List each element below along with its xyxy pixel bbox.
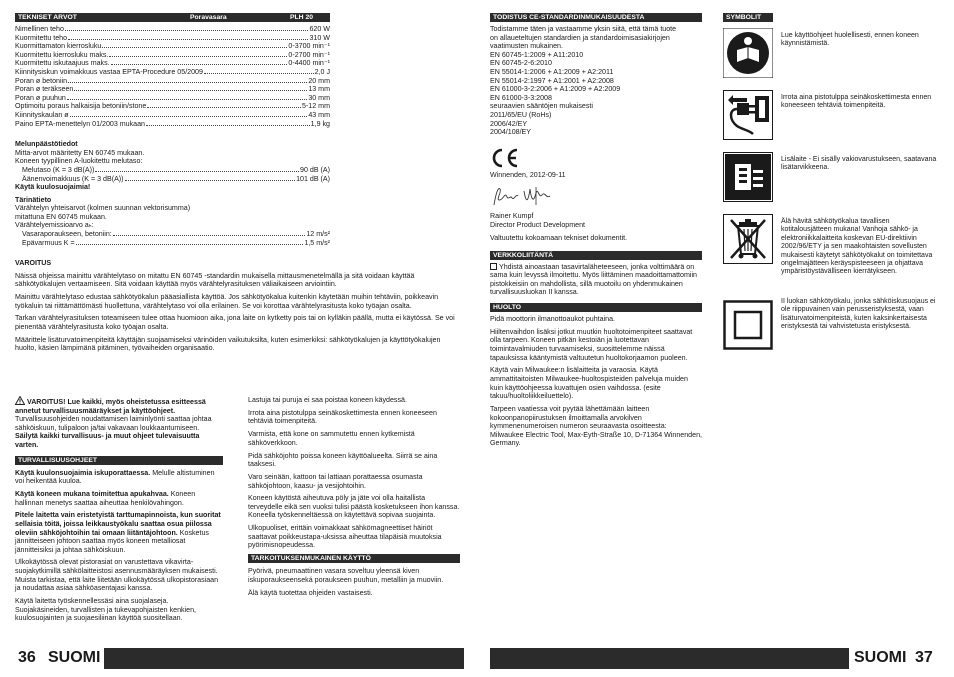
safety-intro xyxy=(15,396,223,450)
verkko-paragraph xyxy=(490,263,702,297)
tech-spec-row xyxy=(15,102,330,111)
turva-header: TURVALLISUUSOHJEET xyxy=(15,456,223,465)
noise-spec-label: Äänenvoimakkuus (K = 3 dB(A)) xyxy=(22,174,124,183)
right-footer-bar xyxy=(490,648,849,669)
tech-spec-row xyxy=(15,94,330,103)
tech-header-product: Poravasara xyxy=(190,14,227,21)
symbol-row-unplug xyxy=(723,88,938,150)
huolto-paragraphs xyxy=(490,315,702,448)
unplug-icon xyxy=(723,90,773,140)
maintenance-paragraph: Tarpeen vaatiessa voit pyytää lähettämään laitteen kokoonpanopiirustuksen ilmoittamalla arvokilven kymmenenumeroisen numeron seuraavasta osoitteesta: Milwaukee Electric Tool, Max-Eyth-Straße 10, D-71364 Winnenden, Germany. xyxy=(490,404,702,448)
tech-spec-value: 620 W xyxy=(309,25,330,33)
noise-spec-label: Melutaso (K = 3 dB(A)) xyxy=(22,165,95,174)
tech-column xyxy=(15,13,330,247)
tech-spec-leader xyxy=(102,47,287,48)
safety-column xyxy=(15,396,223,627)
turva-paragraph-bold: Pitele laitetta vain eristetyistä tarttumapinnoista, kun suoritat sellaisia töitä, joissa leikkaustyökalu saattaa osua piilossa oleviin sähköjohtoihin tai omaan liitäntäjohtoon. xyxy=(15,511,221,537)
tech-spec-value: 310 W xyxy=(309,33,330,42)
tech-spec-row xyxy=(15,34,330,43)
left-page-language: SUOMI xyxy=(48,649,101,666)
read-manual-icon xyxy=(723,28,773,78)
tech-spec-label: Optimoitu poraus halkaisija betoniin/stone xyxy=(15,102,147,111)
safety-paragraph: Ulkopuoliset, erittäin voimakkaat sähkömagneettiset häiriöt saattavat poikkeustapa-uksissa aiheuttaa tilapäisiä muutoksia pyörimisnopeudessa. xyxy=(248,524,442,550)
tark-paragraphs xyxy=(248,567,460,597)
ce-line: seuraavien sääntöjen mukaisesti xyxy=(490,102,593,111)
turva-paragraph-bold: Käytä koneen mukana toimitettua apukahvaa. xyxy=(15,489,169,498)
safety-paragraph: Varo seinään, kattoon tai lattiaan porattaessa osumasta sähköjohtoon, kaasu- ja vesijohtoihin. xyxy=(248,472,423,490)
safety-paragraph: Lastuja tai puruja ei saa poistaa koneen käydessä. xyxy=(248,396,407,404)
col2-column xyxy=(248,396,460,601)
ce-line: EN 60745-1:2009 + A11:2010 xyxy=(490,50,584,59)
tech-spec-label: Paino EPTA-menettelyn 01/2003 mukaan xyxy=(15,119,145,128)
tech-spec-value: 0-2700 min⁻¹ xyxy=(288,50,330,59)
turva-paragraph-text: Ulkokäytössä olevat pistorasiat on varustettava vikavirta-suojakytkimillä sähkölaitteistosi asennusmääräyksen mukaisesti. Muista tarkistaa, että laite liitetään ulkokäytössä ulkopistorasiaan ja noudattaa asiaa sähköasentajasi kanssa. xyxy=(15,558,219,593)
signer-title: Director Product Development xyxy=(490,220,586,229)
left-page-number: 36 xyxy=(18,649,36,666)
tech-spec-row xyxy=(15,111,330,120)
ce-line: on allaueteltujen standardien ja standardoimisasiakirjojen xyxy=(490,33,670,42)
symbol-text-read-manual: Lue käyttöohjeet huolellisesti, ennen koneen käynnistämistä. xyxy=(781,32,919,48)
noise-title: Melunpäästötiedot xyxy=(15,140,78,149)
vib-spec-value: 12 m/s² xyxy=(306,230,330,239)
col2-paragraphs xyxy=(248,396,460,550)
noise-spec-row xyxy=(22,175,330,184)
tech-rows xyxy=(15,25,330,128)
safety-intro-bold-end: Säilytä kaikki turvallisuus- ja muut ohjeet tulevaisuutta varten. xyxy=(15,432,200,449)
tech-spec-value: 30 mm xyxy=(308,93,330,102)
maintenance-paragraph: Pidä moottorin ilmanottoaukot puhtaina. xyxy=(490,315,616,324)
signature-icon xyxy=(490,183,560,209)
warning-title: VAROITUS xyxy=(15,259,52,267)
tech-spec-label: Poran ø puuhun xyxy=(15,93,66,102)
verkko-header: VERKKOLIITÄNTÄ xyxy=(490,251,702,260)
tech-spec-value: 2,0 J xyxy=(314,67,330,76)
tech-spec-row xyxy=(15,77,330,86)
noise-rows xyxy=(15,166,330,183)
tech-spec-leader xyxy=(109,56,287,57)
vib-line3: Värähtelyemissioarvo aₕ: xyxy=(15,221,94,230)
vib-spec-value: 1,5 m/s² xyxy=(304,238,330,247)
turva-paragraph xyxy=(15,490,223,507)
noise-spec-leader xyxy=(95,171,299,172)
warning-triangle-icon xyxy=(15,396,25,405)
noise-line2: Koneen tyypillinen A-luokitettu melutaso: xyxy=(15,157,143,166)
vib-section xyxy=(15,196,330,248)
tech-spec-leader xyxy=(146,125,310,126)
turva-paragraph xyxy=(15,469,223,486)
signer-name: Rainer Kumpf xyxy=(490,211,534,220)
tech-spec-value: 20 mm xyxy=(308,76,330,85)
ce-line: vaatimusten mukainen. xyxy=(490,42,563,51)
usage-paragraph: Älä käytä tuotettaa ohjeiden vastaisesti. xyxy=(248,588,373,597)
tech-spec-value: 43 mm xyxy=(308,110,330,119)
ce-line: 2006/42/EY xyxy=(490,119,528,128)
turva-paragraph-bold: Käytä kuulonsuojaimia iskuporattaessa. xyxy=(15,468,151,477)
symbol-row-weee xyxy=(723,212,938,298)
date-line: Winnenden, 2012-09-11 xyxy=(490,170,566,179)
warning-paragraph: Tarkan värähtelyrasituksen toteamiseen tulee ottaa huomioon aika, jona laite on kytketty pois tai on kylläkin päällä, mutta ei käytössä. Se voi pienentää värähtelyrasitusta koko työajan osalta. xyxy=(15,314,455,331)
warning-section xyxy=(15,259,460,357)
symbol-text-class-ii: II luokan sähkötyökalu, jonka sähköiskusuojaus ei ole riippuvainen vain perusseristyksestä, vaan lisäturvatoimenpiteistä, kuten kaksinkertaisesta eristyksestä tai vahvistetusta eristyksestä. xyxy=(781,298,936,331)
tech-spec-value: 5-12 mm xyxy=(302,102,330,111)
tech-spec-value: 13 mm xyxy=(308,85,330,94)
warning-paragraph: Määrittele lisäturvatoimenpiteitä käyttäjän suojaamiseksi värinöiden vaikutuksilta, kuten esimerkiksi: sähkötyökalujen ja käyttötyökalujen huolto, käsien lämpimänä pitäminen, työvaiheiden organisaatio. xyxy=(15,335,441,353)
tech-spec-value: 0-4400 min⁻¹ xyxy=(288,59,330,68)
safety-paragraph: Varmista, että kone on sammutettu ennen kytkemistä sähköverkkoon. xyxy=(248,430,415,447)
tech-spec-label: Kuormitettu kierrosluku maks. xyxy=(15,50,109,59)
usage-paragraph: Pyörivä, pneumaattinen vasara soveltuu yleensä kiven iskuporaukseenseká poraukseen puuhun, metalliin ja muoviin. xyxy=(248,567,444,584)
ce-header: TODISTUS CE-STANDARDINMUKAISUUDESTA xyxy=(490,13,702,22)
tech-spec-row xyxy=(15,25,330,34)
turva-paragraph-text: Melulle altistuminen voi heikentää kuuloa. xyxy=(15,468,215,486)
noise-spec-value: 90 dB (A) xyxy=(300,165,330,174)
tech-spec-leader xyxy=(68,82,307,83)
symbol-row-accessory xyxy=(723,150,938,212)
tech-spec-leader xyxy=(74,90,307,91)
ce-mark xyxy=(490,147,702,173)
vib-line1: Värähtelyn yhteisarvot (kolmen suunnan vektorisumma) xyxy=(15,204,191,213)
noise-line1: Mitta-arvot määritetty EN 60745 mukaan. xyxy=(15,148,145,157)
warning-paragraph: Näissä ohjeissa mainittu värähtelytaso on mitattu EN 60745 -standardin mukaisella mittausmenetelmällä ja sitä voidaan käyttää sähkötyökalujen vertaamiseen. Sitä voidaan käyttää myös värähtelyrasituksen väliaikaiseen arviointiin. xyxy=(15,271,415,289)
symbol-row-class-ii xyxy=(723,298,938,360)
ce-lines xyxy=(490,25,702,137)
ce-line: EN 61000-3-2:2006 + A1:2009 + A2:2009 xyxy=(490,85,621,94)
left-footer-bar xyxy=(104,648,464,669)
ce-line: EN 61000-3-3:2008 xyxy=(490,93,552,102)
safety-intro-normal: Turvallisuusohjeiden noudattamisen laiminlyönti saattaa johtaa sähköiskuun, tulipaloon ja/tai vakavaan loukkaantumiseen. xyxy=(15,415,212,432)
vib-spec-leader xyxy=(113,235,306,236)
symbols-column xyxy=(723,13,938,360)
verkko-text: Yhdistä ainoastaan tasavirtaläheteeseen, jonka volttimäärä on sama kuin levyssä ilmoitettu. Myös liittäminen maadoittamattomiin pistokkeisiin on mahdollista, sillä muotoilu on yhdenmukainen turvallisuusluokan II kanssa. xyxy=(490,262,697,297)
tech-spec-row xyxy=(15,68,330,77)
ce-line: 2004/108/EY xyxy=(490,128,532,137)
warning-paragraphs xyxy=(15,272,460,353)
tech-spec-leader xyxy=(147,107,301,108)
noise-spec-row xyxy=(22,166,330,175)
tech-header-model: PLH 20 xyxy=(290,14,314,21)
symbol-text-unplug: Irrota aina pistotulppa seinäkoskettimesta ennen koneeseen tehtäviä toimenpiteitä. xyxy=(781,94,932,110)
tech-spec-leader xyxy=(204,73,314,74)
tech-spec-row xyxy=(15,42,330,51)
tech-spec-leader xyxy=(67,99,307,100)
tech-spec-row xyxy=(15,120,330,129)
noise-spec-value: 101 dB (A) xyxy=(296,174,330,183)
tech-spec-value: 0-3700 min⁻¹ xyxy=(288,42,330,51)
symbol-text-weee: Älä hävitä sähkötyökalua tavallisen kotitalousjätteen mukana! Vanhoja sähkö- ja elektroniikkalaitteita koskevan EU-direktiivin 2002/96/ETY ja sen maakohtaisten sovellusten mukaisesti käytetyt sähkötyökalut on toimitettava ongelmajätteen keräyspisteeseen ja ohjattava ympäristöystävälliseen kierrätykseen. xyxy=(781,218,933,276)
vib-title: Tärinätieto xyxy=(15,195,52,204)
vib-spec-leader xyxy=(76,244,304,245)
right-page-language: SUOMI xyxy=(854,649,907,666)
vib-spec-label: Vasaraporaukseen, betoniin: xyxy=(22,230,112,239)
maintenance-paragraph: Hiiltenvaihdon lisäksi jotkut muutkin huoltotoimenpiteet saattavat olla tarpeen. Koneen pitkän kestoiän ja luotettavan toimintavalmiuden turvaamiseksi, suosittelemme näissä tapauksissa kääntymistä valtuutetun huoltokorjaamon puoleen. xyxy=(490,327,693,362)
ce-mark-icon xyxy=(490,147,520,169)
ce-line: Todistamme täten ja vastaamme yksin siitä, että tämä tuote xyxy=(490,25,677,33)
ce-column xyxy=(490,13,702,452)
noise-section xyxy=(15,140,330,192)
tech-spec-label: Poran ø betoniin xyxy=(15,76,68,85)
tech-spec-leader xyxy=(111,64,288,65)
tech-spec-label: Kuormitettu teho xyxy=(15,33,68,42)
tech-spec-leader xyxy=(70,116,308,117)
vib-line2: mitattuna EN 60745 mukaan. xyxy=(15,212,107,221)
ce-line: EN 55014-1:2006 + A1:2009 + A2:2011 xyxy=(490,67,614,76)
turva-paragraph xyxy=(15,511,223,554)
tech-header-title: TEKNISET ARVOT xyxy=(18,14,77,21)
tech-spec-row xyxy=(15,59,330,68)
noise-spec-leader xyxy=(125,180,296,181)
turva-paragraph xyxy=(15,558,223,592)
safety-intro-bold: VAROITUS! Lue kaikki, myös oheistetussa esitteessä annetut turvallisuusmääräykset ja käyttöohjeet. xyxy=(15,398,206,415)
noise-warning: Käytä kuulosuojaimia! xyxy=(15,183,91,192)
turva-paragraph-text: Kosketus jännitteiseen johtoon saattaa myös koneen metalliosat jännitteisiksi ja johtaa sähköiskuun. xyxy=(15,528,209,554)
turva-paragraph-text: Käytä laitetta työskennellessäsi aina suojalaseja. Suojakäsineiden, turvallisten ja tukevapohjaisten kenkien, kuulosuojainten ja suojaesiliinan käyttöä suositellaan. xyxy=(15,597,197,623)
tech-spec-label: Kuormitettu iskutaajuus maks. xyxy=(15,59,110,68)
class-ii-icon xyxy=(723,300,773,350)
tark-header: TARKOITUKSENMUKAINEN KÄYTTÖ xyxy=(248,554,460,563)
symbolit-header: SYMBOLIT xyxy=(723,13,773,22)
vib-spec-row xyxy=(22,239,330,248)
tech-spec-leader xyxy=(68,39,308,40)
tech-spec-label: Kiinnityskaulan ø xyxy=(15,110,69,119)
right-page xyxy=(477,0,954,677)
vib-spec-label: Epävarmuus K = xyxy=(22,238,75,247)
symbol-row-read-manual xyxy=(723,26,938,88)
ce-line: 2011/65/EU (RoHs) xyxy=(490,110,552,119)
right-page-number: 37 xyxy=(915,649,933,666)
tech-spec-label: Kiinnitysiskun voimakkuus vastaa EPTA-Procedure 05/2009 xyxy=(15,67,203,76)
ce-line: EN 55014-2:1997 + A1:2001 + A2:2008 xyxy=(490,76,614,85)
weee-bin-icon xyxy=(723,214,773,264)
tech-spec-label: Nimellinen teho xyxy=(15,25,64,33)
tech-spec-label: Poran ø teräkseen xyxy=(15,85,74,94)
warning-paragraph: Mainittu värähtelytaso edustaa sähkötyökalun pääasiallista käyttöä. Jos sähkötyökalua kuitenkin käytetään muihin tehtäviin, poikkeavin työkaluin tai riittämättömästi huollettuna, värähtelytaso voi olla erilainen. Se voi korottaa värähtelyrasitusta koko työajan osalta. xyxy=(15,292,439,310)
tech-spec-label: Kuormittamaton kierrosluku xyxy=(15,42,102,51)
signer-note: Valtuutettu kokoamaan tekniset dokumentit. xyxy=(490,234,628,243)
accessory-icon xyxy=(723,152,773,202)
maintenance-paragraph: Käytä vain Milwaukee:n lisälaitteita ja varaosia. Käytä ammattitaitoisten Milwaukee-huoltospisteiden palveluja muiden kuin käyttöohjeessa kuvattujen osien vaihdossa. (esite takuu/huoltoliikkeiluettelo). xyxy=(490,366,688,401)
turva-paragraphs xyxy=(15,469,223,623)
ce-line: EN 60745-2-6:2010 xyxy=(490,59,552,68)
vib-rows xyxy=(15,230,330,247)
tech-spec-leader xyxy=(65,30,309,31)
class-ii-square-icon xyxy=(490,263,497,270)
safety-paragraph: Pidä sähköjohto poissa koneen käyttöalueelta. Siirrä se aina taaksesi. xyxy=(248,451,438,469)
turva-paragraph-text: Koneen hallinnan menetys saattaa aiheuttaa henkilövahingon. xyxy=(15,489,196,507)
symbol-text-accessory: Lisälaite - Ei sisälly vakiovarustukseen, saatavana lisätarvikkeena. xyxy=(781,156,937,172)
tech-spec-row xyxy=(15,85,330,94)
tech-spec-row xyxy=(15,51,330,60)
tech-spec-value: 1,9 kg xyxy=(310,119,330,128)
safety-paragraph: Koneen käytöstä aiheutuva pöly ja jäte voi olla haitallista terveydelle eikä sen vuoksi tulisi päästä kosketukseen ihon kanssa. Koneella työskenneltäessä on käytettävä sopivaa suojainta. xyxy=(248,494,460,520)
huolto-header: HUOLTO xyxy=(490,303,702,312)
safety-paragraph: Irrota aina pistotulppa seinäkoskettimesta ennen koneeseen tehtäviä toimenpiteitä. xyxy=(248,408,437,426)
tech-header xyxy=(15,13,330,22)
turva-paragraph xyxy=(15,597,223,623)
vib-spec-row xyxy=(22,230,330,239)
